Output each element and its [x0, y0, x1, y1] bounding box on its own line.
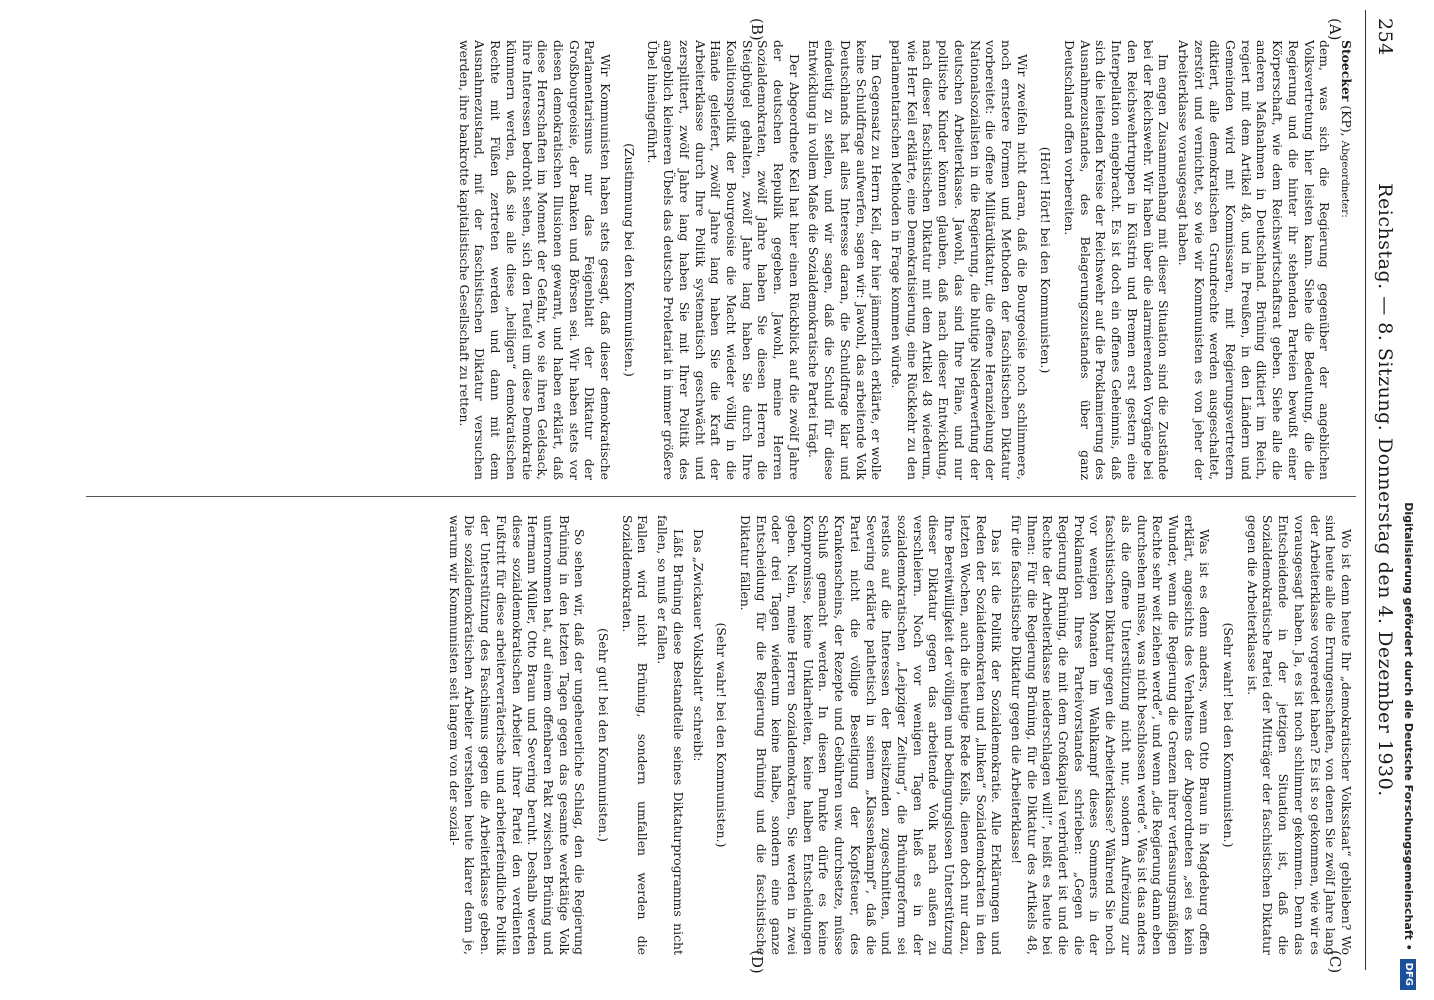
dfg-logo: DFG [1400, 959, 1416, 990]
interjection: (Hört! Hört! bei den Kommunisten.) [1038, 146, 1054, 374]
paragraph: Im Gegensatz zu Herrn Keil, der hier jämmerlich erklärte, er wolle keine Schuldfrage aufwerfen, sagen wir: Jawohl, das arbeitende Volk Deutschlands hat alles Interesse daran, die Schuldfrage klar und eindeutig zu stellen, und wir sagen, daß die Schuld für diese Entwicklung in vollem Maße die Sozialdemokratische Partei trägt. [806, 40, 885, 480]
page-number: 254 [1374, 18, 1396, 56]
quote: Läßt Brüning diese Bestandteile seines Diktaturprogramms nicht fallen, so muß er fallen. [655, 515, 686, 955]
credit-text-wrapper [1388, 10, 1428, 990]
paragraph: Wo ist denn heute Ihr „demokratischer Volksstaat“ geblieben? Wo sind heute alle die Errungenschaften, von denen Sie zwölf Jahre lang der Arbeiterklasse vorgeredet haben? Es ist so gekommen, wie wir es vorausgesagt haben. Ja, es ist noch schlimmer gekommen. Denn das Entscheidende in der jetzigen Situation ist, daß die Sozialdemokratische Partei der Mitträger der faschistischen Diktatur gegen die Arbeiterklasse ist. [1244, 515, 1354, 955]
paragraph: Im engen Zusammenhang mit dieser Situation sind die Zustände bei der Reichswehr. Wir haben über die alarmierenden Vorgänge bei den Reichswehrtruppen in Küstrin und Bremen erst gestern eine Interpellation eingebracht. Es ist doch ein offenes Geheimnis, daß sich die leitenden Kreise der Reichswehr auf die Proklamierung des Ausnahmezustandes, des Belagerungszustandes über ganz Deutschland offen vorbereiten. [1062, 40, 1172, 480]
margin-marker-c: (C) [1326, 950, 1344, 974]
credit-text: Digitalisierung gefördert durch die Deutsche Forschungsgemeinschaft • [1402, 502, 1415, 951]
left-column [94, 40, 1354, 480]
paragraph: Wir zweifeln nicht daran, daß die Bourgeoisie noch schlimmere, noch ernstere Formen und Methoden der faschistischen Diktatur vorbereitet: die offene Militärdiktatur, die offene Heranziehung der Nationalsozialisten in die Regierung, die blutige Niederwerfung der deutschen Arbeiterklasse. Jawohl, das sind Ihre Pläne, und nur politische Kinder können glauben, daß nach dieser Entwicklung, nach dieser faschistischen Diktatur mit dem Artikel 48 wiederum, wie Herr Keil erklärte, eine Demokratisierung, eine Rückkehr zu den parlamentarischen Methoden in Frage kommen würde. [889, 40, 1030, 480]
margin-marker-d: (D) [748, 950, 766, 974]
paragraph: Das „Zwickauer Volksblatt“ schreibt: [690, 529, 706, 762]
paragraph: Das ist die Politik der Sozialdemokratie. Alle Erklärungen und Reden der Sozialdemokraten und „linken“ Sozialdemokraten in den letzten Wochen, auch die heutige Rede Keils, dienen doch nur dazu, Ihre Bereitwilligkeit der völligen und bedingungslosen Unterstützung dieser Diktatur gegen das arbeitende Volk nach außen zu verschleiern. Noch vor wenigen Tagen hieß es in der sozialdemokratischen „Leipziger Zeitung“, die Brüningreform sei restlos auf die Interessen der Besitzenden zugeschnitten, und Severing erklärte pathetisch in seinem „Klassenkampf“, daß die Partei nicht die völlige Beseitigung der Kopfsteuer, des Krankenscheins, der Rezepte und Gebühren usw. durchsetze, müsse Schluß gemacht werden. In diesen Punkte dürfe es keine Kompromisse, keine Unklarheiten, keine halben Entscheidungen geben. Nein, meine Herren Sozialdemokraten, Sie werden in zwei oder drei Tagen wiederum keine halbe, sondern eine ganze Entscheidung für die Regierung Brüning und die faschistische Diktatur fällen. [737, 515, 1005, 955]
speaker-role: Abgeordneter: [1339, 140, 1351, 218]
digitization-credit [1388, 10, 1428, 990]
header-rule [1365, 10, 1366, 970]
margin-marker-a: (A) [1326, 18, 1344, 41]
interjection: (Sehr wahr! bei den Kommunisten.) [1221, 622, 1237, 848]
interjection: (Sehr gut! bei den Kommunisten.) [596, 628, 612, 842]
paragraph: dem, was sich die Regierung gegenüber der angeblichen Volksvertretung hier leisten kann. Siehe die Bedeutung, die die Regierung und die hinter ihr stehenden Parteien bewußt einer Körperschaft, wie dem Reichswirtschaftsrat geben. Siehe alle die anderen Maßnahmen in Deutschland. Brüning diktiert im Reich, regiert mit dem Artikel 48, und in Preußen, in den Ländern und Gemeinden wird mit Kommissaren, mit Regierungsvertretern diktiert, alle demokratischen Grundrechte werden ausgeschaltet, zerstört und vernichtet, so wie wir Kommunisten es von jeher der Arbeiterklasse vorausgesagt haben. [1175, 40, 1333, 480]
interjection: (Sehr wahr! bei den Kommunisten.) [714, 622, 730, 848]
document-page [66, 10, 1406, 974]
paragraph: Was ist es denn anders, wenn Otto Braun in Magdeburg offen erklärt, angesichts des Verhaltens der Abgeordneten „sei es kein Wunder, wenn die Regierung die Grenzen ihrer verfassungsmäßigen Rechte sehr weit ziehen werde“, und wenn „die Regierung dann eben durchsehen müsse, was nicht beschlossen werde“. Was ist das anders als die offene Unterstützung nicht nur, sondern Aufreizung zur faschistischen Diktatur gegen die Arbeiterklasse? Während Sie noch vor wenigen Monaten im Wahlkampf dieses Sommers in der Proklamation Ihres Parteivorstandes schrieben: „Gegen die Regierung Brüning, die mit dem Großkapital verbrüdert ist und die Rechte der Arbeiterklasse niederschlagen will!“, heißt es heute bei Ihnen: Für die Regierung Brüning, für die Diktatur des Artikels 48, für die faschistische Diktatur gegen die Arbeiterklasse! [1008, 515, 1213, 955]
paragraph: Der Abgeordnete Keil hat hier einen Rückblick auf die zwölf Jahre der deutschen Republik gegeben. Jawohl, meine Herren Sozialdemokraten, zwölf Jahre haben Sie diesen Herren die Steigbügel gehalten, zwölf Jahre lang haben Sie durch Ihre Koalitionspolitik der Bourgeoisie die Macht wieder völlig in die Hände geliefert, zwölf Jahre lang haben Sie die Kraft der Arbeiterklasse durch Ihre Politik systematisch geschwächt und zersplittert, zwölf Jahre lang haben Sie mit Ihrer Politik des angeblich kleineren Übels das deutsche Proletariat in immer größere Übel hineingeführt. [645, 40, 802, 480]
speaker-name: Stoecker [1339, 40, 1354, 102]
right-column [94, 515, 1354, 955]
speaker-party: (KP), [1339, 105, 1354, 137]
paragraph: Wir Kommunisten haben stets gesagt, daß dieser demokratische Parlamentarismus nur das Feigenblatt der Diktatur der Großbourgeoisie, der Banken und Börsen sei. Wir haben stets vor diesen demokratischen Illusionen gewarnt, und haben erklärt, daß diese Herrschaften im Moment der Gefahr, wo sie ihren Geldsack, ihre Interessen bedroht sehen, sich den Teufel um diese Demokratie kümmern werden, daß sie alle diese „heiligen“ demokratischen Rechte mit Füßen zertreten werden und dann mit dem Ausnahmezustand, mit der faschistischen Diktatur versuchen werden, ihre bankrotte kapitalistische Gesellschaft zu retten. [456, 40, 614, 480]
speaker-line [1336, 40, 1354, 480]
paragraph: Fallen wird nicht Brüning, sondern umfallen werden die Sozialdemokraten. [619, 515, 651, 955]
column-divider [86, 496, 1356, 497]
margin-marker-b: (B) [748, 18, 766, 41]
running-title: Reichstag. — 8. Sitzung. Donnerstag den 4. Dezember 1930. [1374, 183, 1396, 797]
paragraph: So sehen wir, daß der ungeheuerliche Schlag, den die Regierung Brüning in den letzten Tagen gegen das gesamte werktätige Volk unternommen hat, auf einem offenbaren Pakt zwischen Brüning und Hermann Müller, Otto Braun und Severing beruht. Deshalb werden diese sozialdemokratischen Arbeiter ihrer Partei den verdienten Fußtritt für diese arbeiterverräterische und arbeiterfeindliche Politik der Unterstützung des Faschismus gegen die Arbeiterklasse geben. Die sozialdemokratischen Arbeiter verstehen heute klarer denn je, warum wir Kommunisten seit langem von der sozial- [446, 515, 588, 955]
interjection: (Zustimmung bei den Kommunisten.) [621, 143, 637, 377]
